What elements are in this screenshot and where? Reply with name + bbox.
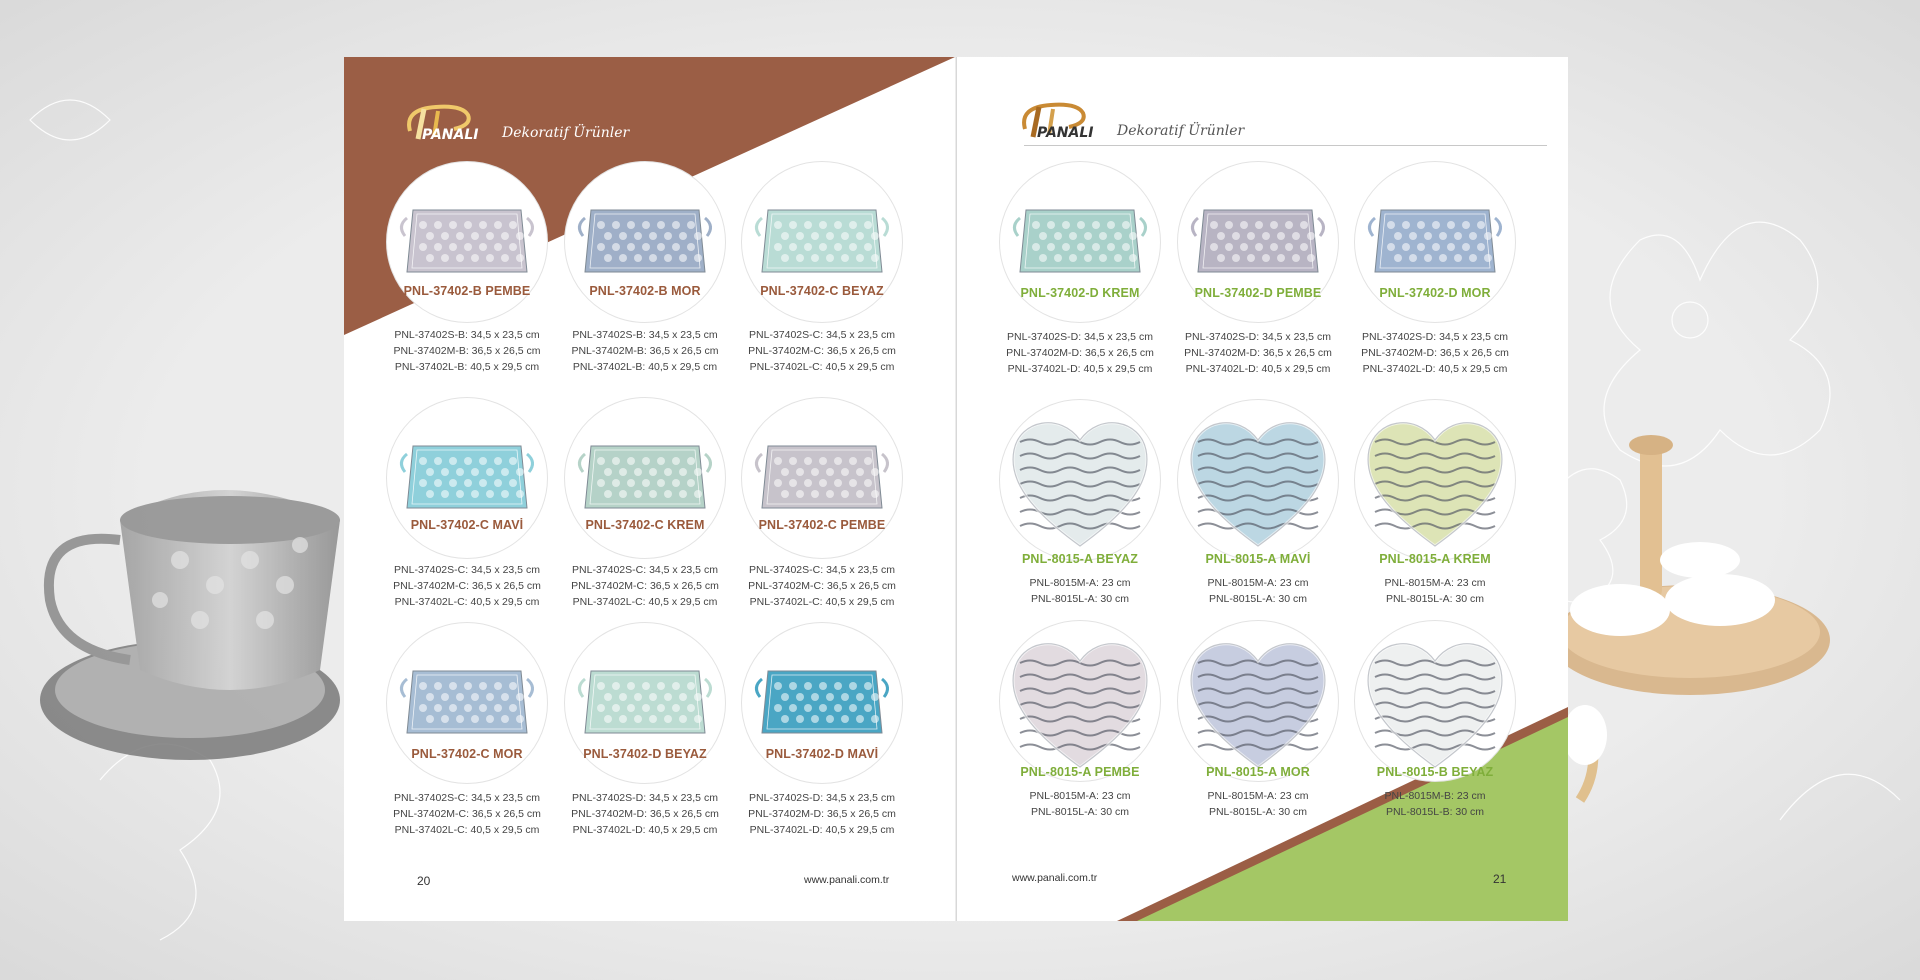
spec-line: PNL-37402S-D: 34,5 x 23,5 cm <box>1185 331 1331 343</box>
spec-line: PNL-8015M-A: 23 cm <box>1207 790 1309 802</box>
product-image[interactable] <box>741 161 903 323</box>
spec-line: PNL-37402M-C: 36,5 x 26,5 cm <box>393 808 541 820</box>
product-image[interactable] <box>386 397 548 559</box>
spec-line: PNL-8015L-B: 30 cm <box>1385 806 1485 818</box>
spec-line: PNL-37402M-D: 36,5 x 26,5 cm <box>1361 347 1509 359</box>
brand-subtitle: Dekoratif Ürünler <box>1117 123 1245 139</box>
spec-line: PNL-8015L-A: 30 cm <box>1208 593 1308 605</box>
spec-line: PNL-37402L-C: 40,5 x 29,5 cm <box>749 361 895 373</box>
product-specs <box>378 562 556 610</box>
product-title: PNL-8015-A PEMBE <box>1020 765 1140 779</box>
product-image[interactable] <box>564 161 726 323</box>
product-specs <box>556 562 734 610</box>
product-title: PNL-8015-A MAVİ <box>1205 552 1311 566</box>
product-image[interactable] <box>999 399 1161 561</box>
catalog-page-left <box>344 57 955 921</box>
spec-line: PNL-37402S-C: 34,5 x 23,5 cm <box>749 329 895 341</box>
spec-line: PNL-37402S-D: 34,5 x 23,5 cm <box>749 792 895 804</box>
product-image[interactable] <box>386 161 548 323</box>
page-number-left: 20 <box>417 874 431 888</box>
website-link-right[interactable]: www.panali.com.tr <box>1012 872 1098 884</box>
spec-line: PNL-37402L-C: 40,5 x 29,5 cm <box>572 596 718 608</box>
spec-line: PNL-8015M-A: 23 cm <box>1029 790 1131 802</box>
panali-logo-right <box>1015 99 1244 141</box>
spec-line: PNL-37402S-C: 34,5 x 23,5 cm <box>749 564 895 576</box>
brand-name: PANALI <box>1037 125 1094 141</box>
spec-line: PNL-8015L-A: 30 cm <box>1385 593 1485 605</box>
spec-line: PNL-37402M-D: 36,5 x 26,5 cm <box>1184 347 1332 359</box>
product-title: PNL-8015-A MOR <box>1206 765 1310 779</box>
spec-line: PNL-8015M-B: 23 cm <box>1384 790 1486 802</box>
product-image[interactable] <box>564 397 726 559</box>
product-title: PNL-8015-B BEYAZ <box>1376 765 1494 779</box>
spec-line: PNL-37402S-D: 34,5 x 23,5 cm <box>1362 331 1508 343</box>
spec-line: PNL-37402L-B: 40,5 x 29,5 cm <box>394 361 540 373</box>
panali-logo <box>400 101 629 143</box>
brand-subtitle: Dekoratif Ürünler <box>502 125 630 141</box>
product-specs <box>1346 575 1524 607</box>
product-specs <box>378 790 556 838</box>
product-specs <box>1169 788 1347 820</box>
spec-line: PNL-8015L-A: 30 cm <box>1030 806 1130 818</box>
page-number-right: 21 <box>1493 872 1507 886</box>
product-specs <box>1169 575 1347 607</box>
spec-line: PNL-37402M-C: 36,5 x 26,5 cm <box>748 580 896 592</box>
spec-line: PNL-8015L-A: 30 cm <box>1208 806 1308 818</box>
spec-line: PNL-37402M-B: 36,5 x 26,5 cm <box>571 345 719 357</box>
product-title: PNL-37402-D MAVİ <box>765 747 879 761</box>
spec-line: PNL-37402M-C: 36,5 x 26,5 cm <box>571 580 719 592</box>
spec-line: PNL-8015L-A: 30 cm <box>1030 593 1130 605</box>
product-specs <box>733 562 911 610</box>
product-title: PNL-37402-D MOR <box>1379 286 1491 300</box>
spec-line: PNL-37402L-B: 40,5 x 29,5 cm <box>572 361 718 373</box>
product-specs <box>1346 788 1524 820</box>
product-specs <box>556 327 734 375</box>
panali-logo-mark <box>1015 99 1101 141</box>
spec-line: PNL-37402S-C: 34,5 x 23,5 cm <box>394 792 540 804</box>
product-image[interactable] <box>1354 399 1516 561</box>
product-image[interactable] <box>741 397 903 559</box>
spec-line: PNL-37402M-B: 36,5 x 26,5 cm <box>393 345 541 357</box>
product-image[interactable] <box>1354 620 1516 782</box>
product-title: PNL-8015-A BEYAZ <box>1022 552 1138 566</box>
spec-line: PNL-37402L-D: 40,5 x 29,5 cm <box>572 824 718 836</box>
website-link-left[interactable]: www.panali.com.tr <box>804 874 890 886</box>
spec-line: PNL-37402M-D: 36,5 x 26,5 cm <box>571 808 719 820</box>
spec-line: PNL-37402L-C: 40,5 x 29,5 cm <box>394 596 540 608</box>
spec-line: PNL-37402M-C: 36,5 x 26,5 cm <box>748 345 896 357</box>
product-title: PNL-37402-D PEMBE <box>1194 286 1322 300</box>
product-specs <box>991 788 1169 820</box>
spec-line: PNL-37402L-D: 40,5 x 29,5 cm <box>1362 363 1508 375</box>
spec-line: PNL-37402M-D: 36,5 x 26,5 cm <box>1006 347 1154 359</box>
panali-logo-mark <box>400 101 486 143</box>
spec-line: PNL-37402S-B: 34,5 x 23,5 cm <box>394 329 540 341</box>
product-image[interactable] <box>1177 620 1339 782</box>
product-title: PNL-37402-D KREM <box>1020 286 1140 300</box>
spec-line: PNL-37402M-D: 36,5 x 26,5 cm <box>748 808 896 820</box>
product-title: PNL-37402-C BEYAZ <box>760 284 884 298</box>
spec-line: PNL-37402S-D: 34,5 x 23,5 cm <box>572 792 718 804</box>
product-title: PNL-37402-C MOR <box>411 747 523 761</box>
product-specs <box>733 790 911 838</box>
product-specs <box>1346 329 1524 377</box>
spec-line: PNL-37402S-C: 34,5 x 23,5 cm <box>394 564 540 576</box>
spec-line: PNL-37402S-B: 34,5 x 23,5 cm <box>572 329 718 341</box>
product-specs <box>1169 329 1347 377</box>
spec-line: PNL-37402M-C: 36,5 x 26,5 cm <box>393 580 541 592</box>
spec-line: PNL-37402S-D: 34,5 x 23,5 cm <box>1007 331 1153 343</box>
product-image[interactable] <box>1177 399 1339 561</box>
spec-line: PNL-37402L-D: 40,5 x 29,5 cm <box>1007 363 1153 375</box>
product-image[interactable] <box>999 620 1161 782</box>
spec-line: PNL-37402S-C: 34,5 x 23,5 cm <box>572 564 718 576</box>
product-title: PNL-37402-C PEMBE <box>758 518 886 532</box>
product-title: PNL-37402-C KREM <box>585 518 705 532</box>
brand-name: PANALI <box>422 127 479 143</box>
product-specs <box>378 327 556 375</box>
spec-line: PNL-37402L-D: 40,5 x 29,5 cm <box>1185 363 1331 375</box>
catalog-page-right <box>957 57 1568 921</box>
spec-line: PNL-37402L-D: 40,5 x 29,5 cm <box>749 824 895 836</box>
product-title: PNL-37402-B PEMBE <box>403 284 531 298</box>
product-title: PNL-8015-A KREM <box>1379 552 1491 566</box>
product-title: PNL-37402-B MOR <box>589 284 701 298</box>
spec-line: PNL-8015M-A: 23 cm <box>1207 577 1309 589</box>
product-title: PNL-37402-D BEYAZ <box>583 747 707 761</box>
product-specs <box>991 575 1169 607</box>
product-title: PNL-37402-C MAVİ <box>410 518 524 532</box>
spec-line: PNL-8015M-A: 23 cm <box>1029 577 1131 589</box>
product-specs <box>733 327 911 375</box>
product-specs <box>556 790 734 838</box>
spec-line: PNL-37402L-C: 40,5 x 29,5 cm <box>394 824 540 836</box>
spec-line: PNL-37402L-C: 40,5 x 29,5 cm <box>749 596 895 608</box>
spec-line: PNL-8015M-A: 23 cm <box>1384 577 1486 589</box>
header-rule <box>1024 145 1547 146</box>
product-specs <box>991 329 1169 377</box>
